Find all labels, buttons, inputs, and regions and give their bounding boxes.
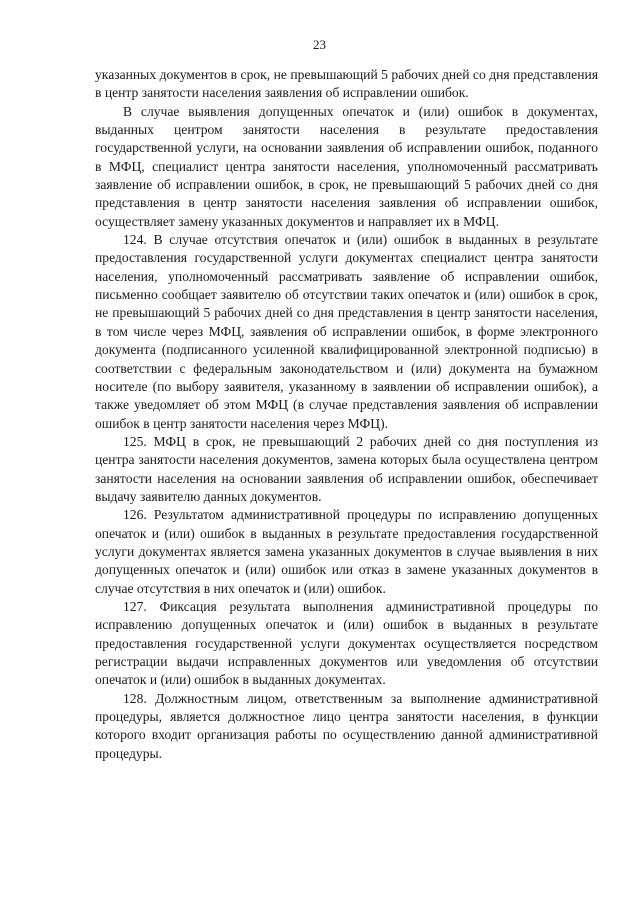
document-body [95, 66, 598, 763]
page-number: 23 [313, 37, 326, 52]
paragraph-127: 127. Фиксация результата выполнения административной процедуры по исправлению допущенных опечаток и (или) ошибок в выданных в результате предоставления государственной услуги документах осуществляется посредством регистрации выдачи исправленных документов или уведомления об отсутствии опечаток и (или) ошибок в выданных документах. [95, 598, 598, 688]
paragraph-128: 128. Должностным лицом, ответственным за выполнение административной процедуры, является должностное лицо центра занятости населения, в функции которого входит организация работы по осуществлению данной административной процедуры. [95, 690, 598, 761]
paragraph-126: 126. Результатом административной процедуры по исправлению допущенных опечаток и (или) ошибок в выданных в результате предоставления государственной услуги документах является замена указанных документов в случае выявления в них допущенных опечаток и (или) ошибок или отказ в замене указанных документов в случае отсутствия в них опечаток и (или) ошибок. [95, 507, 598, 596]
paragraph-124: 124. В случае отсутствия опечаток и (или) ошибок в выданных в результате предоставления государственной услуги документах специалист центра занятости населения, уполномоченный рассматривать заявление об исправлении ошибок, письменно сообщает заявителю об отсутствии таких опечаток и (или) ошибок в срок, не превышающий 5 рабочих дней со дня представления в центр занятости населения, в том числе через МФЦ, заявления об исправлении ошибок, в форме электронного документа (подписанного усиленной квалифицированной электронной подписью) в соответствии с федеральным законодательством и (или) документа на бумажном носителе (по выбору заявителя, указанному в заявлении об исправлении ошибок), а также уведомляет об этом МФЦ (в случае представления заявления об исправлении ошибок в центр занятости населения через МФЦ). [95, 232, 598, 431]
paragraph-correction-via-mfc: В случае выявления допущенных опечаток и (или) ошибок в документах, выданных центром занятости населения в результате предоставления государственной услуги, на основании заявления об исправлении ошибок, поданного в МФЦ, специалист центра занятости населения, уполномоченный рассматривать заявление об исправлении ошибок, в срок, не превышающий 5 рабочих дней со дня представления в центр занятости населения заявления об исправлении ошибок, осуществляет замену указанных документов и направляет их в МФЦ. [95, 103, 598, 229]
paragraph-125: 125. МФЦ в срок, не превышающий 2 рабочих дней со дня поступления из центра занятости населения документов, замена которых была осуществлена центром занятости населения на основании заявления об исправлении ошибок, обеспечивает выдачу заявителю данных документов. [95, 433, 598, 504]
paragraph-continuation: указанных документов в срок, не превышающий 5 рабочих дней со дня представления в центр занятости населения заявления об исправлении ошибок. [95, 67, 598, 101]
